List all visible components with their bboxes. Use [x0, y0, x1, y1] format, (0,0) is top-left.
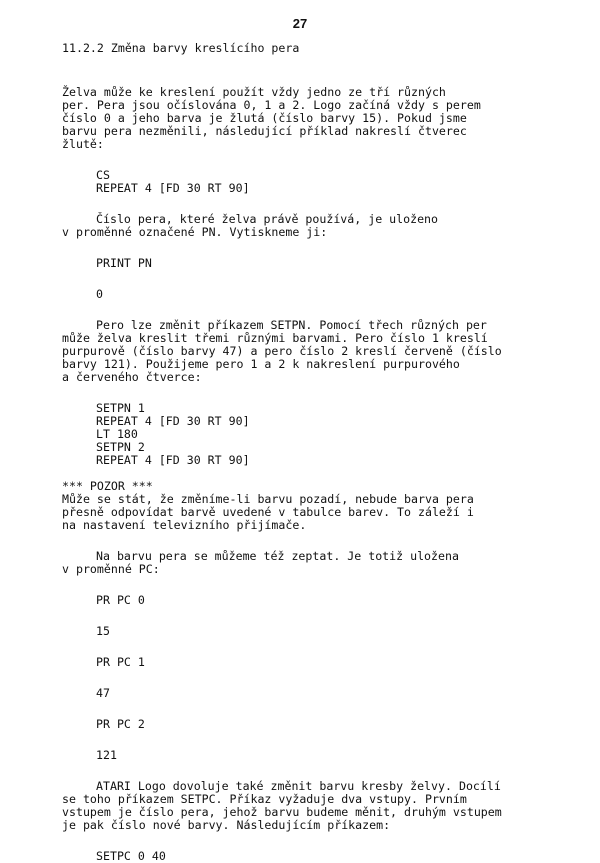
page-content	[62, 42, 540, 863]
example-command: PR PC 1	[96, 655, 145, 669]
paragraph-5: ATARI Logo dovoluje také změnit barvu kresby želvy. Docílí se toho příkazem SETPC. Příkaz vyžaduje dva vstupy. Prvním vstupem je číslo pera, jehož barvu budeme měnit, druhým vstupem je pak číslo nové barvy. Následujícím příkazem:	[62, 779, 502, 832]
example-command: PR PC 0	[96, 593, 145, 607]
output-1: 0	[96, 287, 103, 301]
code-block-2: PRINT PN	[96, 256, 152, 270]
paragraph-1: Želva může ke kreslení použít vždy jedno ze tří různých per. Pera jsou očíslována 0, 1 a 2. Logo začíná vždy s perem číslo 0 a jeho barva je žlutá (číslo barvy 15). Pokud jsme barvu pera nezměnili, následující příklad nakreslí čtverec žlutě:	[62, 85, 481, 151]
code-block-3: SETPN 1 REPEAT 4 [FD 30 RT 90] LT 180 SETPN 2 REPEAT 4 [FD 30 RT 90]	[96, 401, 250, 467]
example-result: 47	[96, 686, 110, 700]
section-heading: 11.2.2 Změna barvy kreslícího pera	[62, 41, 300, 55]
page-number: 27	[292, 16, 308, 31]
paragraph-2: Číslo pera, které želva právě používá, je uloženo v proměnné označené PN. Vytiskneme ji:	[62, 212, 439, 239]
paragraph-3: Pero lze změnit příkazem SETPN. Pomocí třech různých per může želva kreslit třemi různými barvami. Pero číslo 1 kreslí purpurově (číslo barvy 47) a pero číslo 2 kreslí červeně (číslo barvy 121). Použijeme pero 1 a 2 k nakreslení purpurového a červeného čtverce:	[62, 318, 502, 384]
example-command: PR PC 2	[96, 717, 145, 731]
paragraph-4: Na barvu pera se můžeme též zeptat. Je totiž uložena v proměnné PC:	[62, 549, 459, 576]
warning-title: *** POZOR ***	[62, 479, 153, 493]
example-result: 121	[96, 748, 117, 762]
code-block-4: SETPC 0 40	[96, 849, 166, 863]
code-block-1: CS REPEAT 4 [FD 30 RT 90]	[96, 168, 250, 195]
warning-text: Může se stát, že změníme-li barvu pozadí, nebude barva pera přesně odpovídat barvě uvedené v tabulce barev. To záleží i na nastavení televizního přijímače.	[62, 492, 474, 532]
example-result: 15	[96, 624, 110, 638]
